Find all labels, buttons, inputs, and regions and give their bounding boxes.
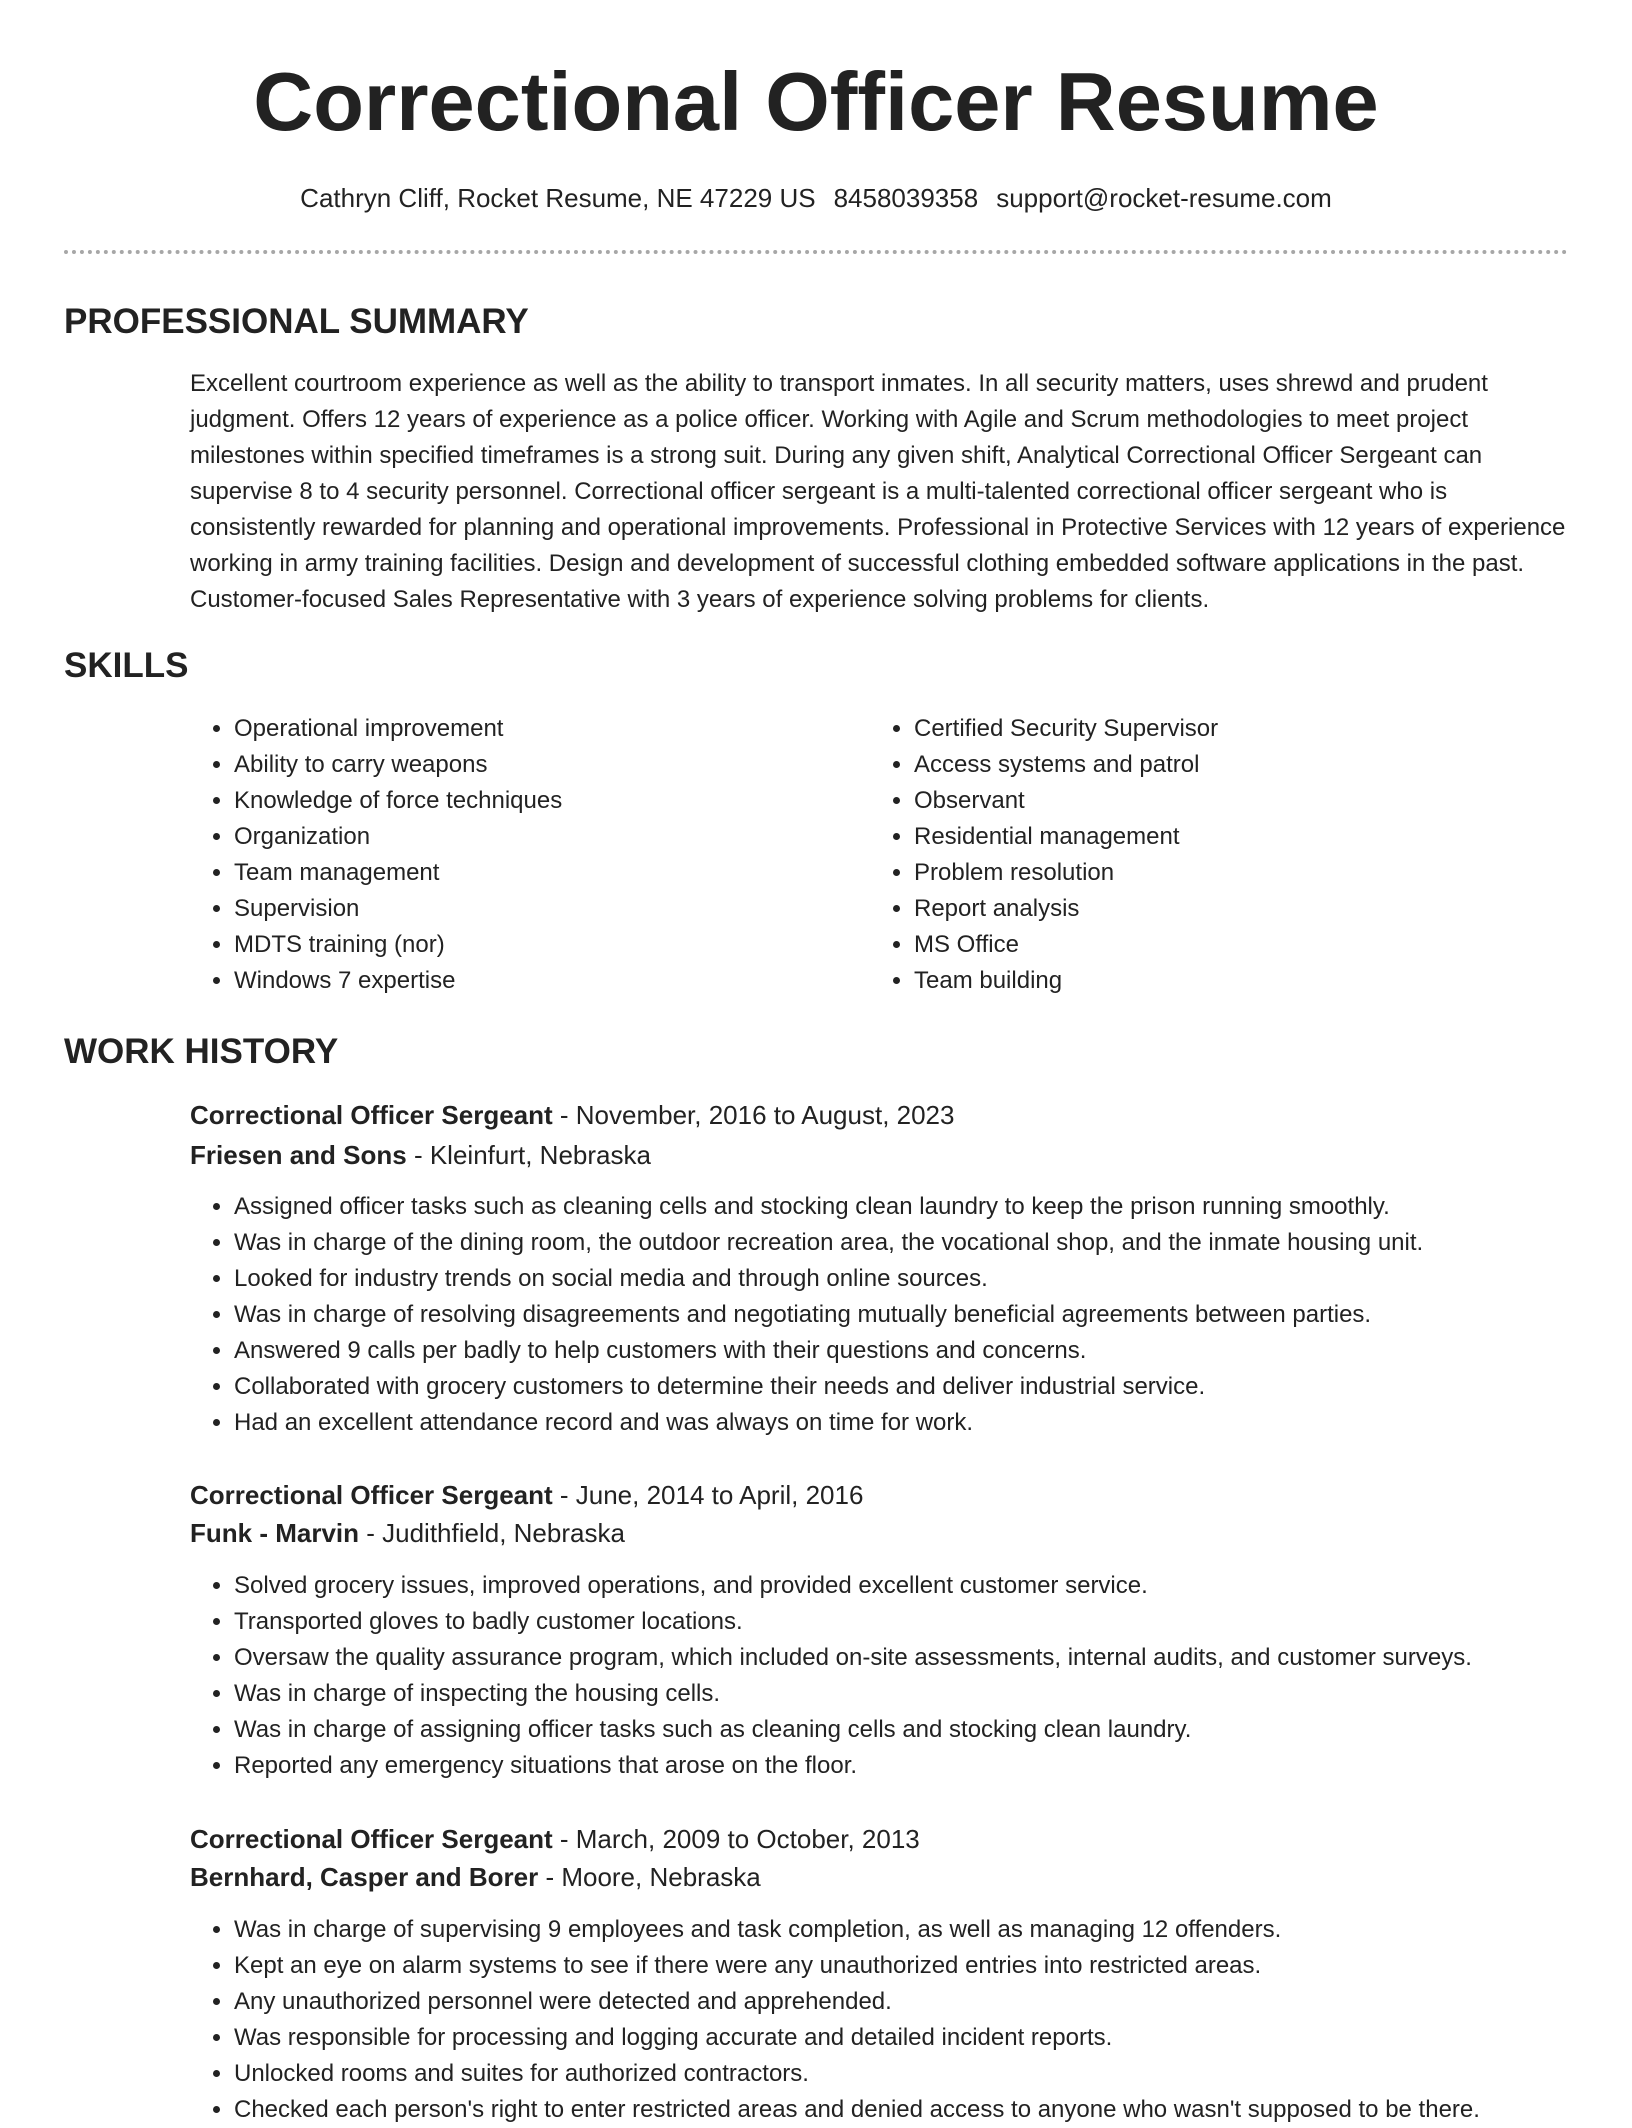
skills-list-left [190, 711, 854, 999]
job-bullet: • Transported gloves to badly customer locations. [234, 1604, 1632, 1640]
job-dates: - June, 2014 to April, 2016 [552, 1480, 864, 1510]
job-bullet: • Any unauthorized personnel were detected and apprehended. [234, 1984, 1632, 2020]
skill-item: • Problem resolution [914, 855, 1534, 891]
job-title: Correctional Officer Sergeant [190, 1480, 553, 1510]
job-company-line [190, 1858, 761, 1896]
job-bullet: • Unlocked rooms and suites for authorized contractors. [234, 2056, 1632, 2092]
job-location: - Moore, Nebraska [538, 1862, 761, 1892]
job-bullet: • Checked each person's right to enter restricted areas and denied access to anyone who wasn't supposed to be there. [234, 2092, 1632, 2128]
skill-item: • MDTS training (nor) [234, 927, 854, 963]
job-bullet: • Was in charge of the dining room, the outdoor recreation area, the vocational shop, and the inmate housing unit. [234, 1225, 1632, 1261]
contact-phone: 8458039358 [833, 183, 979, 213]
contact-address: Cathryn Cliff, Rocket Resume, NE 47229 US [300, 183, 816, 213]
skills-heading: SKILLS [64, 646, 189, 685]
job-dates: - November, 2016 to August, 2023 [552, 1100, 955, 1130]
header-divider [64, 250, 1568, 254]
job-dates: - March, 2009 to October, 2013 [552, 1824, 920, 1854]
work-heading: WORK HISTORY [64, 1032, 339, 1071]
job-bullet: • Solved grocery issues, improved operations, and provided excellent customer service. [234, 1568, 1632, 1604]
skill-item: • Report analysis [914, 891, 1534, 927]
skill-item: • Team management [234, 855, 854, 891]
skill-item: • Operational improvement [234, 711, 854, 747]
skills-list-right [870, 711, 1534, 999]
skill-item: • MS Office [914, 927, 1534, 963]
job-company-line [190, 1136, 651, 1174]
job-company-line [190, 1514, 625, 1552]
job-title-line [190, 1476, 863, 1514]
job-company: Funk - Marvin [190, 1518, 360, 1548]
job-title: Correctional Officer Sergeant [190, 1824, 553, 1854]
skill-item: • Supervision [234, 891, 854, 927]
job-bullet: • Reported any emergency situations that arose on the floor. [234, 1748, 1632, 1784]
job-location: - Kleinfurt, Nebraska [406, 1140, 651, 1170]
job-bullet: • Looked for industry trends on social media and through online sources. [234, 1261, 1632, 1297]
job-bullets [190, 1912, 1632, 2128]
job-bullet: • Answered 9 calls per badly to help customers with their questions and concerns. [234, 1333, 1632, 1369]
summary-text: Excellent courtroom experience as well as the ability to transport inmates. In all security matters, uses shrewd and prudent judgment. Offers 12 years of experience as a police officer. Working with Agile and Scrum methodologies to meet project milestones within specified timeframes is a strong suit. During any given shift, Analytical Correctional Officer Sergeant can supervise 8 to 4 security personnel. Correctional officer sergeant is a multi-talented correctional officer sergeant who is consistently rewarded for planning and operational improvements. Professional in Protective Services with 12 years of experience working in army training facilities. Design and development of successful clothing embedded software applications in the past. Customer-focused Sales Representative with 3 years of experience solving problems for clients. [190, 370, 1566, 613]
job-bullet: • Was in charge of supervising 9 employees and task completion, as well as managing 12 offenders. [234, 1912, 1632, 1948]
job-title: Correctional Officer Sergeant [190, 1100, 553, 1130]
job-bullet: • Was in charge of assigning officer tasks such as cleaning cells and stocking clean laundry. [234, 1712, 1632, 1748]
job-title-line [190, 1096, 954, 1134]
skill-item: • Certified Security Supervisor [914, 711, 1534, 747]
job-bullet: • Collaborated with grocery customers to determine their needs and deliver industrial service. [234, 1369, 1632, 1405]
skill-item: • Windows 7 expertise [234, 963, 854, 999]
job-bullet: • Was in charge of resolving disagreements and negotiating mutually beneficial agreements between parties. [234, 1297, 1632, 1333]
job-title-line [190, 1820, 920, 1858]
page-title: Correctional Officer Resume [253, 55, 1379, 148]
skill-item: • Access systems and patrol [914, 747, 1534, 783]
job-bullet: • Was in charge of inspecting the housing cells. [234, 1676, 1632, 1712]
skill-item: • Ability to carry weapons [234, 747, 854, 783]
summary-heading: PROFESSIONAL SUMMARY [64, 302, 529, 341]
job-bullet: • Kept an eye on alarm systems to see if there were any unauthorized entries into restricted areas. [234, 1948, 1632, 1984]
job-company: Friesen and Sons [190, 1140, 407, 1170]
skill-item: • Organization [234, 819, 854, 855]
job-bullet: • Was responsible for processing and logging accurate and detailed incident reports. [234, 2020, 1632, 2056]
contact-line [0, 180, 1632, 216]
job-bullet: • Assigned officer tasks such as cleaning cells and stocking clean laundry to keep the prison running smoothly. [234, 1189, 1632, 1225]
skill-item: • Residential management [914, 819, 1534, 855]
contact-email: support@rocket-resume.com [996, 183, 1332, 213]
skill-item: • Observant [914, 783, 1534, 819]
job-bullets [190, 1568, 1632, 1784]
job-bullets [190, 1189, 1632, 1441]
job-location: - Judithfield, Nebraska [359, 1518, 625, 1548]
skill-item: • Knowledge of force techniques [234, 783, 854, 819]
job-bullet: • Oversaw the quality assurance program, which included on-site assessments, internal audits, and customer surveys. [234, 1640, 1632, 1676]
skill-item: • Team building [914, 963, 1534, 999]
job-company: Bernhard, Casper and Borer [190, 1862, 539, 1892]
job-bullet: • Had an excellent attendance record and was always on time for work. [234, 1405, 1632, 1441]
